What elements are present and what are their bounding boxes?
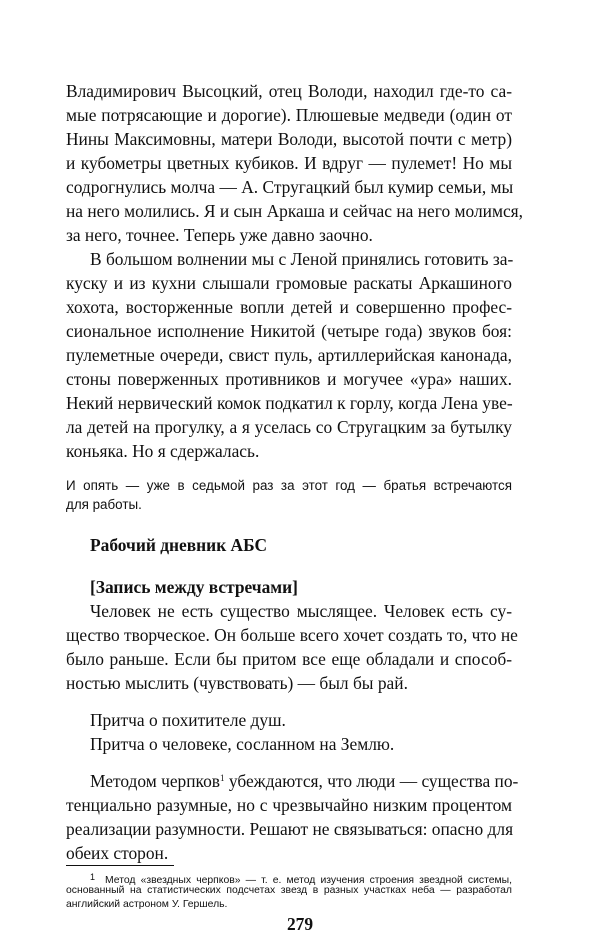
para2-line-1: В большом волнении мы с Леной принялись готовить за-: [90, 249, 514, 269]
para4-line-4: обеих сторон.: [66, 843, 169, 863]
para2-line-9: коньяка. Но я сдержалась.: [66, 441, 260, 461]
para3-line-3: было раньше. Если бы притом все еще обладали и способ-: [66, 649, 512, 669]
para1-line-5: содрогнулись молча — А. Стругацкий был кумир семьи, мы: [66, 177, 514, 197]
footnote-line-1: [66, 870, 512, 884]
para1-line-7: за него, точнее. Теперь уже давно заочно.: [66, 225, 373, 245]
parable-2: Притча о человеке, сосланном на Землю.: [90, 734, 395, 754]
footnote-number: 1: [90, 872, 96, 882]
para2-line-4: сиональное исполнение Никитой (четыре года) звуков боя:: [66, 321, 512, 341]
footnote-text-1: Метод «звездных черпков» — т. е. метод изучения строения звездной системы,: [105, 875, 512, 886]
para4-rest: убеждаются, что люди — существа по-: [224, 771, 519, 791]
para4-line-3: реализации разумности. Решают не связываться: опасно для: [66, 819, 514, 839]
footnote-line-3: английский астроном У. Гершель.: [66, 899, 228, 910]
para2-line-8: ла детей на прогулку, а я уселась со Стругацким за бутылку: [66, 417, 512, 437]
para4-start: Методом черпков: [90, 771, 221, 791]
para2-line-7: Некий нервический комок подкатил к горлу, когда Лена уве-: [66, 393, 513, 413]
para3-line-4: ностью мыслить (чувствовать) — был бы рай.: [66, 673, 408, 693]
para4-line-1: [90, 769, 519, 793]
parable-1: Притча о похитителе душ.: [90, 710, 286, 730]
note-line-1: И опять — уже в седьмой раз за этот год — братья встречаются: [66, 478, 512, 493]
para2-line-6: стоны поверженных противников и могучее «ура» наших.: [66, 369, 512, 389]
para4-line-2: тенциально разумные, но с чрезвычайно низким процентом: [66, 795, 512, 815]
entry-subheading: [Запись между встречами]: [90, 577, 298, 597]
para2-line-5: пулеметные очереди, свист пуль, артиллерийская канонада,: [66, 345, 512, 365]
footnote-ref: 1: [220, 773, 225, 783]
footnote-line-2: основанный на статистических подсчетах звезд в разных участках неба — разработал: [66, 885, 512, 896]
para1-line-2: мые потрясающие и дорогие). Плюшевые медведи (один от: [66, 105, 512, 125]
para1-line-6: на него молились. Я и сын Аркаша и сейчас на него молимся,: [66, 201, 524, 221]
section-heading: Рабочий дневник АБС: [90, 535, 268, 555]
para1-line-1: Владимирович Высоцкий, отец Володи, находил где-то са-: [66, 81, 512, 101]
footnote-rule: [66, 865, 174, 866]
para2-line-2: куску и из кухни слышали громовые раскаты Аркашиного: [66, 273, 512, 293]
para2-line-3: хохота, восторженные вопли детей и совершенно профес-: [66, 297, 512, 317]
para3-line-1: Человек не есть существо мыслящее. Человек есть су-: [90, 601, 512, 621]
para3-line-2: щество творческое. Он больше всего хочет создать то, что не: [66, 625, 518, 645]
para1-line-4: и кубометры цветных кубиков. И вдруг — пулемет! Но мы: [66, 153, 512, 173]
page-number: 279: [286, 914, 314, 934]
para1-line-3: Нины Максимовны, матери Володи, высотой почти с метр): [66, 129, 512, 149]
note-line-2: для работы.: [66, 497, 142, 512]
